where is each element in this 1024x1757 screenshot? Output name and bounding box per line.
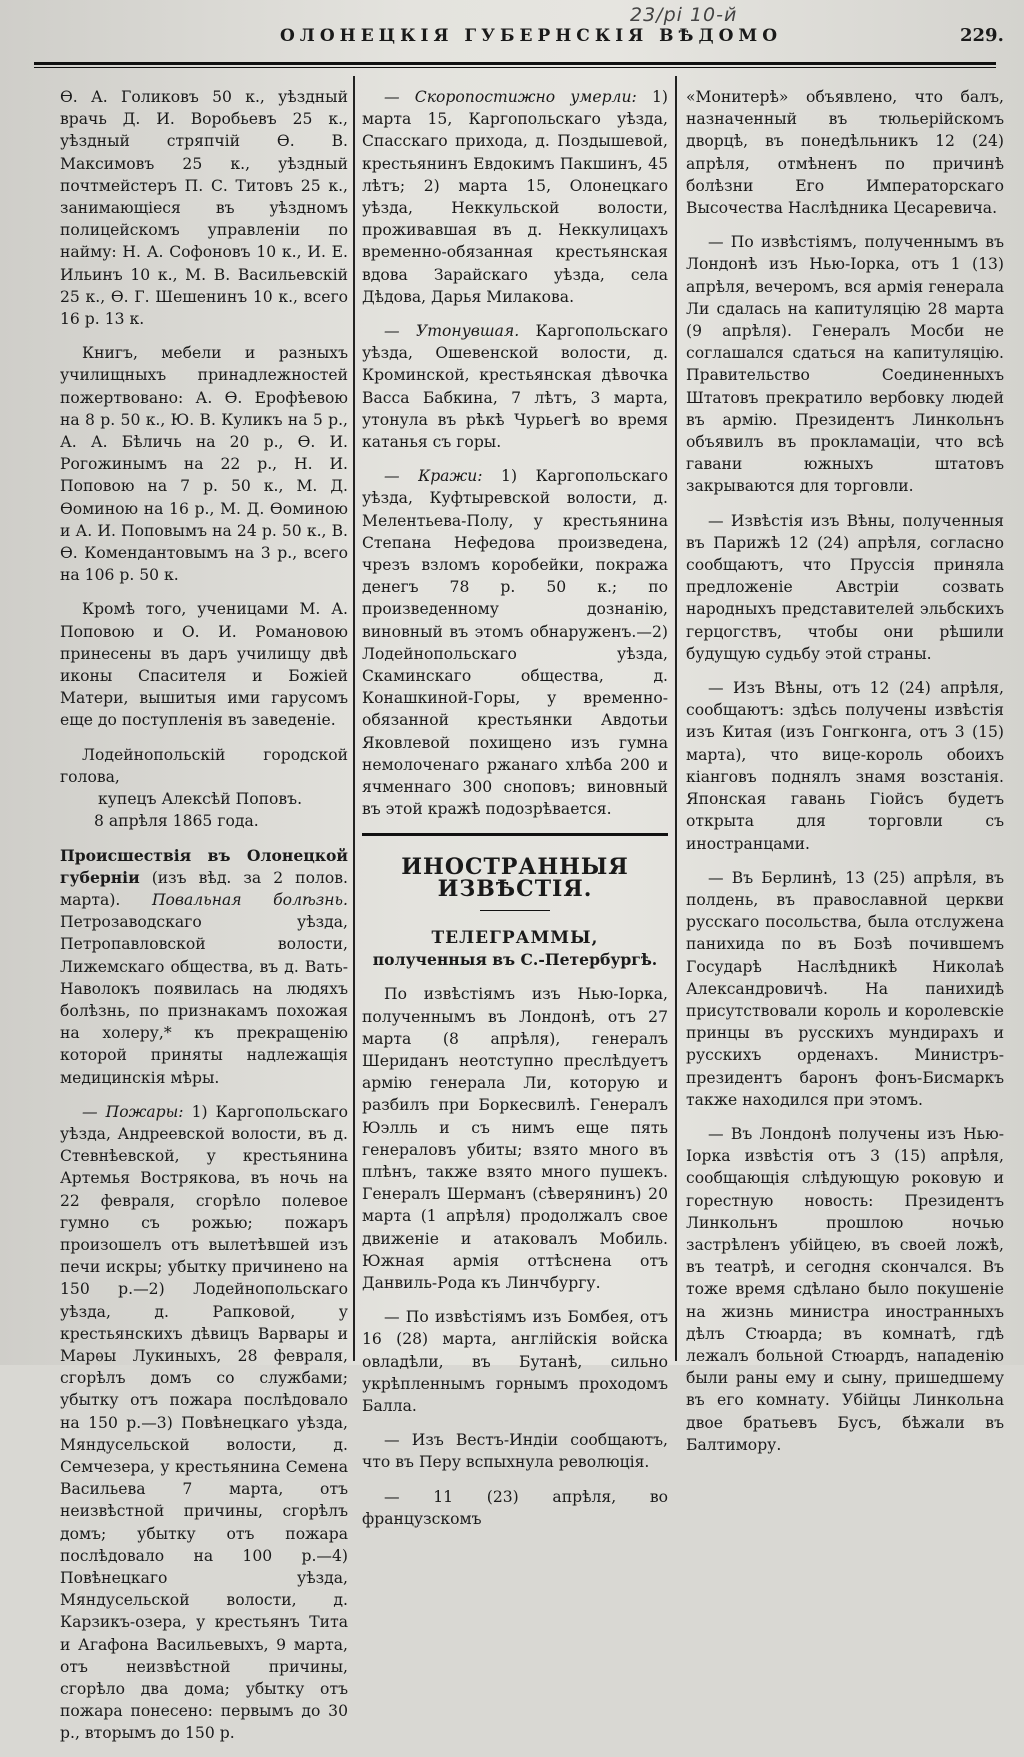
sudden-death-text: 1) марта 15, Каргопольскаго уѣзда, Спасскаго прихода, д. Поздышевой, крестьянинъ Евдокимъ Пакшинъ, 45 лѣтъ; 2) марта 15, Олонецкаго уѣзда, Неккульской волости, проживавшая въ д. Неккулицахъ временно-обязанная крестьянская вдова Зарайскаго уѣзда, села Дѣдова, Дарья Милакова.: [362, 88, 668, 306]
telegrams-subtitle: полученныя въ С.-Петербургѣ.: [372, 950, 658, 970]
telegram-paragraph: По извѣстіямъ изъ Нью-Іорка, полученнымъ въ Лондонѣ, отъ 27 марта (8 апрѣля), генералъ Шериданъ неотступно преслѣдуетъ армію генерала Ли, которую и разбилъ при Боркесвилѣ. Генералъ Юэлль и съ нимъ еще пять генераловъ убиты; взято много въ плѣнъ, также взято много пушекъ. Генералъ Шерманъ (сѣверянинъ) 20 марта (1 апрѣля) продолжалъ свое движеніе и атаковалъ Мобиль. Южная армія оттѣснена отъ Данвиль-Рода къ Линчбургу.: [362, 985, 668, 1292]
fires-label: — Пожары:: [82, 1102, 184, 1121]
drowned-label: — Утонувшая.: [384, 322, 520, 341]
telegram-paragraph: — 11 (23) апрѣля, во французскомъ: [362, 1487, 668, 1528]
theft-paragraph: [362, 465, 668, 820]
signature-name: купецъ Алексѣй Поповъ.: [98, 790, 303, 809]
telegrams-title: ТЕЛЕГРАММЫ,: [431, 927, 599, 948]
disease-text: Петрозаводскаго уѣзда, Петропавловской волости, Лижемскаго общества, въ д. Вать-Наволокъ появилась на людяхъ болѣзнь, по признакамъ похожая на холеру,* къ прекращенію которой приняты надлежащія медицинскія мѣры.: [60, 913, 348, 1087]
signature-date: 8 апрѣля 1865 года.: [94, 812, 259, 831]
telegram-paragraph: — Изъ Вестъ-Индіи сообщаютъ, что въ Перу вспыхнула революція.: [362, 1431, 668, 1472]
title-underline: [480, 910, 550, 911]
header-rule: [34, 62, 996, 68]
news-paragraph: — Изъ Вѣны, отъ 12 (24) апрѣля, сообщаютъ: здѣсь получены извѣстія изъ Китая (изъ Гонгконга, отъ 3 (15) марта), что вице-король обоихъ кіанговъ поднялъ знамя возстанія. Японская гавань Гіойсъ будетъ открыта для торговли съ иностранцами.: [686, 679, 1004, 853]
news-paragraph: — Извѣстія изъ Вѣны, полученныя въ Парижѣ 12 (24) апрѣля, согласно сообщаютъ, что Пруссія приняла предложеніе Австріи созвать народныхъ представителей эльбскихъ герцогствъ, чтобы они рѣшили будущую судьбу этой страны.: [686, 511, 1004, 663]
drowned-paragraph: [362, 320, 668, 453]
news-paragraph: — Въ Берлинѣ, 13 (25) апрѣля, въ полдень, въ православной церкви русскаго посольства, была отслужена панихида по въ Бозѣ почившемъ Государѣ Наслѣдникѣ Николаѣ Александровичѣ. На панихидѣ присутствовали король и королевскіе принцы въ русскихъ мундирахъ и русскихъ орденахъ. Министръ-президентъ баронъ фонъ-Бисмаркъ также находился при этомъ.: [686, 868, 1004, 1109]
fires-text: 1) Каргопольскаго уѣзда, Андреевской волости, въ д. Стевнѣевской, у крестьянина Артемья Вострякова, въ ночь на 22 февраля, сгорѣло полевое гумно съ рожью; пожаръ произошелъ отъ вылетѣвшей изъ печи искры; убытку причинено на 150 р.—2) Лодейнопольскаго уѣзда, д. Рапковой, у крестьянскихъ дѣвицъ Варвары и Марѳы Лукиныхъ, 28 февраля, сгорѣлъ домъ со службами; убытку отъ пожара послѣдовало на 150 р.—3) Повѣнецкаго уѣзда, Мяндусельской волости, д. Семчезера, у крестьянина Семена Васильева 7 марта, отъ неизвѣстной причины, сгорѣлъ домъ; убытку отъ пожара послѣдовало на 100 р.—4) Повѣнецкаго уѣзда, Мяндусельской волости, д. Карзикъ-озера, у крестьянъ Тита и Агафона Васильевыхъ, 9 марта, отъ неизвѣстной причины, сгорѣло два дома; убытку отъ пожара понесено: первымъ до 30 р., вторымъ до 150 р.: [60, 1102, 349, 1743]
signature-title: Лодейнопольскій городской голова,: [60, 745, 348, 786]
column-divider-2: [675, 76, 677, 1361]
page-number: 229.: [960, 25, 1004, 46]
column-divider-1: [353, 76, 355, 1361]
books-paragraph: Книгъ, мебели и разныхъ училищныхъ принадлежностей пожертвовано: А. Ѳ. Ерофѣевою на 8 р. 50 к., Ю. В. Куликъ на 5 р., А. А. Бѣличь на 20 р., Ѳ. И. Рогожинымъ на 22 р., Н. И. Поповою на 7 р. 50 к., М. Д. Ѳоминою на 16 р., М. Д. Ѳоминою и А. И. Поповымъ на 24 р. 50 к., В. Ѳ. Комендантовымъ на 3 р., всего на 106 р. 50 к.: [60, 344, 348, 585]
sudden-death-label: — Скоропостижно умерли:: [384, 88, 637, 106]
donors-paragraph: Ѳ. А. Голиковъ 50 к., уѣздный врачь Д. И. Воробьевъ 25 к., уѣздный стряпчій Ѳ. В. Максимовъ 25 к., уѣздный почтмейстеръ П. С. Титовъ 25 к., занимающіеся въ уѣздномъ полицейскомъ управленіи по найму: Н. А. Софоновъ 10 к., И. Е. Ильинъ 10 к., М. В. Васильевскій 25 к., Ѳ. Г. Шешенинъ 10 к., всего 16 р. 13 к.: [60, 88, 348, 329]
column-1: [60, 86, 348, 1757]
theft-text: 1) Каргопольскаго уѣзда, Куфтыревской волости, д. Мелентьева-Полу, у крестьянина Степана Нефедова произведена, чрезъ взломъ коробейки, покража денегъ 78 р. 50 к.; по произведенному дознанію, виновный въ этомъ обнаруженъ.—2) Лодейнопольскаго уѣзда, Скаминскаго общества, д. Конашкиной-Горы, у временно-обязанной крестьянки Авдотьи Яковлевой похищено изъ гумна немолоченаго ржанаго хлѣба 200 и ячменнаго 300 сноповъ; виновный въ этой кражѣ подозрѣвается.: [362, 467, 668, 819]
news-paragraph: «Монитерѣ» объявлено, что балъ, назначенный въ тюльерійскомъ дворцѣ, въ понедѣльникъ 12 (24) апрѣля, отмѣненъ по причинѣ болѣзни Его Императорскаго Высочества Наслѣдника Цесаревича.: [686, 88, 1004, 218]
drowned-text: Каргопольскаго уѣзда, Ошевенской волости, д. Кроминской, крестьянская дѣвочка Васса Бабкина, 7 лѣтъ, 3 марта, утонула въ рѣкѣ Чурьегѣ во время катанья съ горы.: [362, 322, 668, 452]
telegram-paragraph: — По извѣстіямъ изъ Бомбея, отъ 16 (28) марта, англійскія войска овладѣли, въ Бутанѣ, сильно укрѣпленнымъ горнымъ проходомъ Балла.: [362, 1308, 668, 1415]
sudden-death-paragraph: [362, 86, 668, 308]
incidents-title: Происшествія въ Олонецкой губерніи: [60, 845, 348, 887]
fires-paragraph: [60, 1101, 348, 1745]
column-3: [686, 86, 1004, 1468]
column-2: [362, 86, 668, 1542]
news-paragraph: — По извѣстіямъ, полученнымъ въ Лондонѣ изъ Нью-Іорка, отъ 1 (13) апрѣля, вечеромъ, вся армія генерала Ли сдалась на капитуляцію 28 марта (9 апрѣля). Генералъ Мосби не соглашался сдаться на капитуляцію. Правительство Соединенныхъ Штатовъ прекратило вербовку людей въ армію. Президентъ Линкольнъ объявилъ въ прокламаціи, что всѣ гавани южныхъ штатовъ закрываются для торговли.: [686, 233, 1004, 496]
page-header-title: ОЛОНЕЦКІЯ ГУБЕРНСКІЯ ВѢДОМО: [280, 26, 783, 46]
foreign-news-title: ИНОСТРАННЫЯ ИЗВѢСТІЯ.: [401, 853, 629, 902]
incidents-paragraph: [60, 845, 348, 1089]
icons-paragraph: Кромѣ того, ученицами М. А. Поповою и О. И. Романовою принесены въ даръ училищу двѣ иконы Спасителя и Божіей Матери, вышитыя ими гарусомъ еще до поступленія въ заведеніе.: [60, 600, 348, 730]
section-rule: [362, 833, 668, 836]
incidents-source: (изъ вѣд. за 2 полов. марта).: [60, 868, 348, 909]
disease-label: Повальная болѣзнь.: [151, 890, 348, 909]
news-paragraph: — Въ Лондонѣ получены изъ Нью-Іорка извѣстія отъ 3 (15) апрѣля, сообщающія слѣдующую роковую и горестную новость: Президентъ Линкольнъ прошлою ночью застрѣленъ убійцею, въ своей ложѣ, въ театрѣ, и сегодня скончался. Въ тоже время сдѣлано было покушеніе на жизнь министра иностранныхъ дѣлъ Стюарда; въ комнатѣ, гдѣ лежалъ больной Стюардъ, нападенію были раны ему и сыну, пришедшему въ его комнату. Убійцы Линкольна двое братьевъ Бусъ, бѣжали въ Балтимору.: [686, 1124, 1004, 1454]
theft-label: — Кражи:: [384, 467, 483, 486]
handwritten-note: 23/рі 10-й: [630, 4, 738, 26]
